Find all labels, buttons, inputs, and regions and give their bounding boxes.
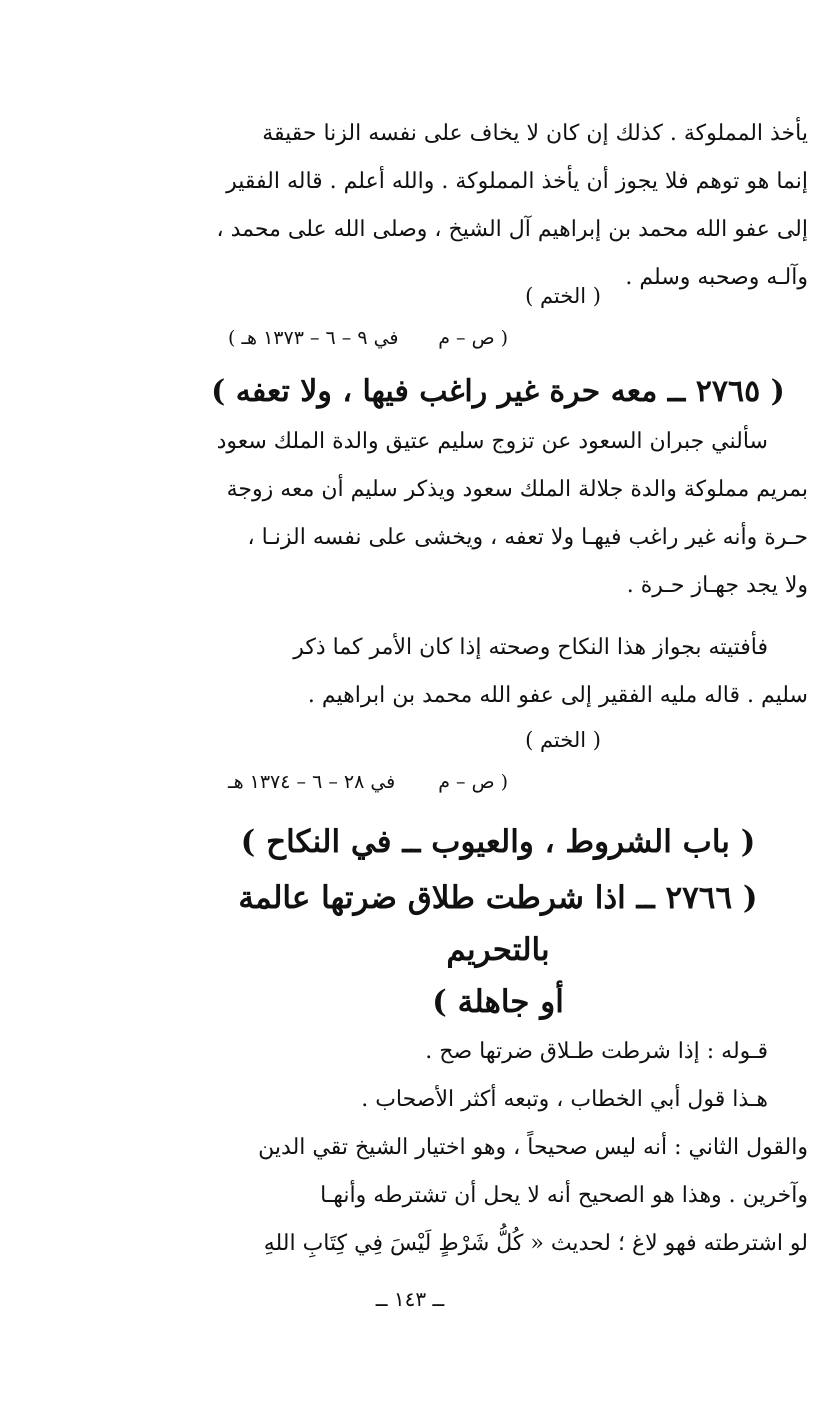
paragraph-2	[188, 418, 808, 610]
fatwa-reference	[188, 316, 808, 360]
reference-code: ( ص – م	[438, 771, 508, 793]
text-line: يأخذ المملوكة . كذلك إن كان لا يخاف على نفسه الزنا حقيقة	[262, 121, 808, 146]
text-line: حـرة وأنه غير راغب فيهـا ولا تعفه ، ويخشى على نفسه الزنـا ،	[247, 525, 808, 550]
text-line: إنما هو توهم فلا يجوز أن يأخذ المملوكة . والله أعلم . قاله الفقير	[226, 169, 808, 194]
text-line: لو اشترطته فهو لاغ ؛ لحديث « كُلُّ شَرْطٍ لَيْسَ فِي كِتَابِ اللهِ	[263, 1231, 808, 1256]
text-line: وآلـه وصحبه وسلم .	[625, 265, 808, 290]
text-line: والقول الثاني : أنه ليس صحيحاً ، وهو اختيار الشيخ تقي الدين	[258, 1135, 808, 1160]
fatwa-reference	[188, 760, 808, 804]
chapter-heading: ( باب الشروط ، والعيوب ــ في النكاح )	[240, 824, 756, 860]
text-line: هـذا قول أبي الخطاب ، وتبعه أكثر الأصحاب .	[361, 1087, 768, 1112]
text-line: ولا يجد جهـاز حـرة .	[626, 573, 808, 598]
seal-note: ( الختم )	[525, 284, 601, 308]
paragraph-3	[188, 624, 808, 720]
text-line: فأفتيته بجواز هذا النكاح وصحته إذا كان الأمر كما ذكر	[293, 635, 768, 660]
fatwa-heading-2766-cont: أو جاهلة )	[432, 984, 564, 1020]
paragraph-4	[188, 1028, 808, 1124]
text-line: قـوله : إذا شرطت طـلاق ضرتها صح .	[425, 1039, 768, 1064]
reference-date: في ٩ – ٦ – ١٣٧٣ هـ )	[228, 327, 399, 349]
reference-date: في ٢٨ – ٦ – ١٣٧٤ هـ	[228, 771, 396, 793]
text-line: بمريم مملوكة والدة جلالة الملك سعود ويذكر سليم أن معه زوجة	[226, 477, 808, 502]
text-line: سألني جبران السعود عن تزوج سليم عتيق والدة الملك سعود	[216, 429, 768, 454]
reference-code: ( ص – م	[438, 327, 508, 349]
document-page	[188, 110, 808, 1268]
fatwa-heading-2765: ( ٢٧٦٥ ــ معه حرة غير راغب فيها ، ولا تعفه )	[211, 374, 785, 409]
fatwa-heading-2766: ( ٢٧٦٦ ــ اذا شرطت طلاق ضرتها عالمة بالتحريم	[238, 880, 758, 968]
paragraph-5	[188, 1124, 808, 1268]
text-line: وآخرين . وهذا هو الصحيح أنه لا يحل أن تشترطه وأنهـا	[320, 1183, 808, 1208]
seal-note: ( الختم )	[525, 728, 601, 752]
paragraph-1	[188, 110, 808, 302]
text-line: إلى عفو الله محمد بن إبراهيم آل الشيخ ، وصلى الله على محمد ،	[216, 217, 808, 242]
text-line: سليم . قاله مليه الفقير إلى عفو الله محمد بن ابراهيم .	[307, 683, 808, 708]
page-number: ــ ١٤٣ ــ	[375, 1287, 445, 1311]
